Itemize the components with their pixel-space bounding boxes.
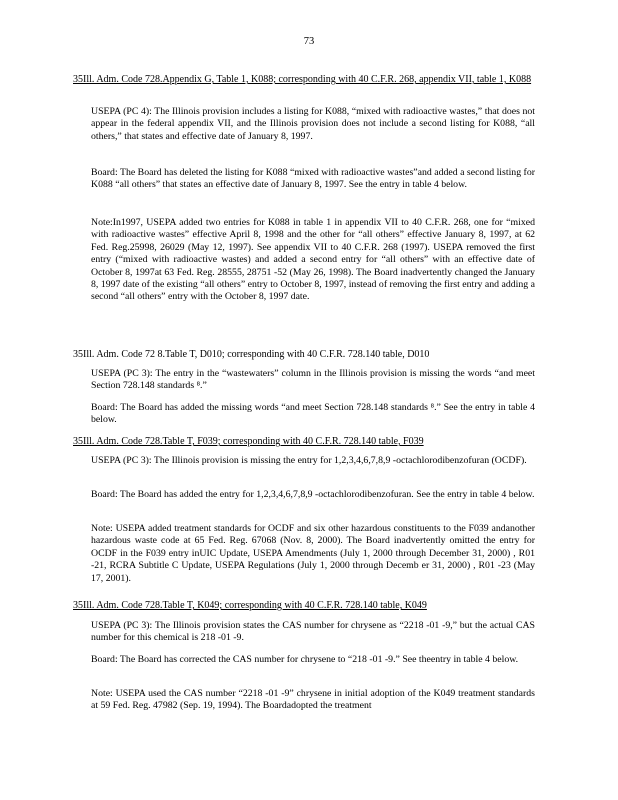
paragraph-note: Note: USEPA added treatment standards for OCDF and six other hazardous constituents to the F039 andanother hazardous waste code at 65 Fed. Reg. 67068 (Nov. 8, 2000). The Board inadvertently omitted the entry for OCDF in the F039 entry inUIC Update, USEPA Amendments (July 1, 2000 through December 31, 2000) , R01 -21, RCRA Subtitle C Update, USEPA Regulations (July 1, 2000 through Decemb er 31, 2000) , R01 -23 (May 17, 2001). xyxy=(91,523,535,584)
section-heading-text: 35Ill. Adm. Code 728.Appendix G, Table 1, K088; corresponding with 40 C.F.R. 268, appendix VII, table 1, K088 xyxy=(73,74,532,85)
section-heading-f039 xyxy=(73,436,535,449)
paragraph-board-response: Board: The Board has added the missing words “and meet Section 728.148 standards ⁸.” See the entry in table 4 below. xyxy=(91,402,535,426)
section-heading-k088 xyxy=(73,74,535,87)
paragraph-board-response: Board: The Board has added the entry for 1,2,3,4,6,7,8,9 -octachlorodibenzofuran. See the entry in table 4 below. xyxy=(91,489,535,500)
page-number: 73 xyxy=(303,36,315,47)
paragraph-usepa-comment: USEPA (PC 3): The Illinois provision states the CAS number for chrysene as “2218 -01 -9,” but the actual CAS number for this chemical is 218 -01 -9. xyxy=(91,620,535,644)
section-heading-d010 xyxy=(73,349,535,362)
section-heading-text: 35Ill. Adm. Code 72 8.Table T, D010; corresponding with 40 C.F.R. 728.140 table, D010 xyxy=(73,349,430,360)
paragraph-usepa-comment: USEPA (PC 4): The Illinois provision includes a listing for K088, “mixed with radioactive wastes,” that does not appear in the federal appendix VII, and the Illinois provision does not include a second listing for K088, “all others,” that states and effective date of January 8, 1997. xyxy=(91,106,535,142)
paragraph-usepa-comment: USEPA (PC 3): The entry in the “wastewaters” column in the Illinois provision is missing the words “and meet Section 728.148 standards ⁸.” xyxy=(91,368,535,392)
section-heading-text: 35Ill. Adm. Code 728.Table T, K049; corresponding with 40 C.F.R. 728.140 table, K049 xyxy=(73,600,427,611)
paragraph-usepa-comment: USEPA (PC 3): The Illinois provision is missing the entry for 1,2,3,4,6,7,8,9 -octachlorodibenzofuran (OCDF). xyxy=(91,455,527,466)
section-heading-text: 35Ill. Adm. Code 728.Table T, F039; corresponding with 40 C.F.R. 728.140 table, F039 xyxy=(73,436,424,447)
paragraph-note: Note: USEPA used the CAS number “2218 -01 -9” chrysene in initial adoption of the K049 treatment standards at 59 Fed. Reg. 47982 (Sep. 19, 1994). The Boardadopted the treatment xyxy=(91,688,535,712)
paragraph-board-response: Board: The Board has deleted the listing for K088 “mixed with radioactive wastes”and added a second listing for K088 “all others” that states an effective date of January 8, 1997. See the entry in table 4 below. xyxy=(91,167,535,191)
section-heading-k049 xyxy=(73,600,535,613)
paragraph-note: Note:In1997, USEPA added two entries for K088 in table 1 in appendix VII to 40 C.F.R. 268, one for “mixed with radioactive wastes” effective April 8, 1998 and the other for “all others” effective January 8, 1997, at 62 Fed. Reg.25998, 26029 (May 12, 1997). See appendix VII to 40 C.F.R. 268 (1997). USEPA removed the first entry (“mixed with radioactive wastes) and added a second entry for “all others” with an effective date of October 8, 1997at 63 Fed. Reg. 28555, 28751 -52 (May 26, 1998). The Board inadvertently changed the January 8, 1997 date of the existing “all others” entry to October 8, 1997, instead of removing the first entry and adding a second “all others” entry with the October 8, 1997 date. xyxy=(91,217,535,303)
paragraph-board-response: Board: The Board has corrected the CAS number for chrysene to “218 -01 -9.” See theentry in table 4 below. xyxy=(91,654,519,665)
